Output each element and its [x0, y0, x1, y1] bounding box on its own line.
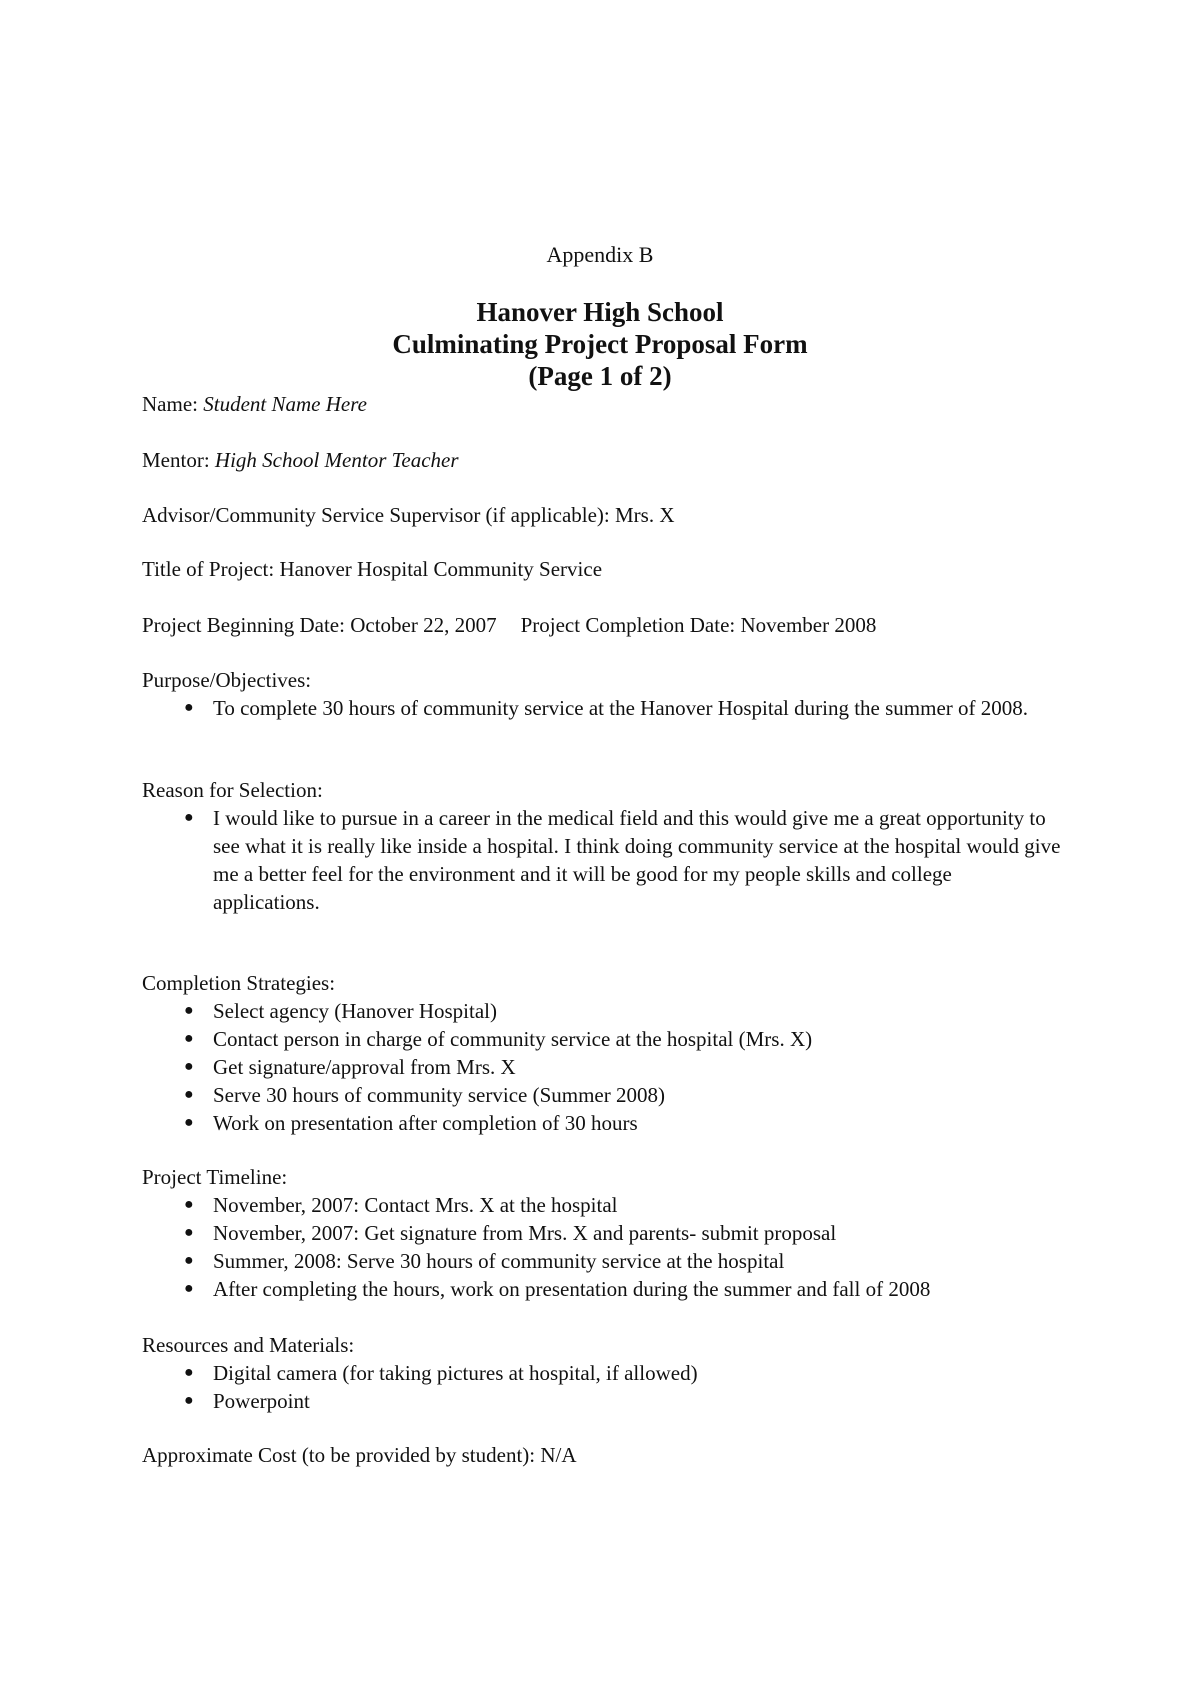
- advisor-label: Advisor/Community Service Supervisor (if applicable):: [142, 503, 615, 527]
- name-value: Student Name Here: [203, 392, 367, 416]
- list-item: ● Select agency (Hanover Hospital): [184, 999, 497, 1023]
- project-dates-field: [142, 611, 876, 639]
- purpose-heading: Purpose/Objectives:: [142, 668, 312, 692]
- cost-value: N/A: [540, 1443, 577, 1467]
- timeline-list: [142, 1191, 1062, 1303]
- list-item: ● November, 2007: Get signature from Mrs. X and parents- submit proposal: [184, 1221, 837, 1245]
- bullet-icon: ●: [184, 1002, 194, 1019]
- resources-heading: Resources and Materials:: [142, 1333, 355, 1357]
- completion-date-value: November 2008: [740, 613, 877, 637]
- list-item: ● Serve 30 hours of community service (Summer 2008): [184, 1083, 665, 1107]
- project-title-field: [142, 555, 602, 583]
- name-label: Name:: [142, 392, 204, 416]
- resources-list: [142, 1359, 1062, 1415]
- bullet-icon: ●: [184, 1086, 194, 1103]
- form-title: Culminating Project Proposal Form: [392, 329, 808, 359]
- list-item: ● I would like to pursue in a career in the medical field and this would give me a great opportunity to see what it is really like inside a hospital. I think doing community service at the hospital would give me a better feel for the environment and it will be good for my people skills and college applications.: [184, 806, 1061, 914]
- appendix-label: Appendix B: [546, 242, 654, 267]
- advisor-field: [142, 501, 675, 529]
- list-item: ● Get signature/approval from Mrs. X: [184, 1055, 516, 1079]
- mentor-field: [142, 446, 459, 474]
- bullet-icon: ●: [184, 1392, 194, 1409]
- reason-list: [142, 804, 1062, 916]
- form-title-block: [0, 296, 1200, 392]
- mentor-value: High School Mentor Teacher: [214, 448, 459, 472]
- begin-date-label: Project Beginning Date:: [142, 613, 351, 637]
- advisor-value: Mrs. X: [615, 503, 675, 527]
- purpose-list: [142, 694, 1062, 722]
- list-item: ● Contact person in charge of community service at the hospital (Mrs. X): [184, 1027, 813, 1051]
- bullet-icon: ●: [184, 1224, 194, 1241]
- timeline-heading: Project Timeline:: [142, 1165, 288, 1189]
- cost-label: Approximate Cost (to be provided by student):: [142, 1443, 541, 1467]
- bullet-icon: ●: [184, 1030, 194, 1047]
- list-item: ● Digital camera (for taking pictures at hospital, if allowed): [184, 1361, 698, 1385]
- bullet-icon: ●: [184, 1058, 194, 1075]
- bullet-icon: ●: [184, 1114, 194, 1131]
- list-item: ● November, 2007: Contact Mrs. X at the hospital: [184, 1193, 618, 1217]
- bullet-icon: ●: [184, 1196, 194, 1213]
- page-info: (Page 1 of 2): [528, 361, 672, 391]
- name-field: [142, 390, 367, 418]
- project-title-value: Hanover Hospital Community Service: [279, 557, 603, 581]
- list-item: ● To complete 30 hours of community service at the Hanover Hospital during the summer of 2008.: [184, 696, 1029, 720]
- bullet-icon: ●: [184, 1364, 194, 1381]
- begin-date-value: October 22, 2007: [350, 613, 497, 637]
- cost-field: [142, 1441, 577, 1469]
- project-title-label: Title of Project:: [142, 557, 280, 581]
- list-item: ● Work on presentation after completion of 30 hours: [184, 1111, 638, 1135]
- bullet-icon: ●: [184, 1280, 194, 1297]
- bullet-icon: ●: [184, 809, 194, 826]
- bullet-icon: ●: [184, 699, 194, 716]
- list-item: ● Powerpoint: [184, 1389, 310, 1413]
- mentor-label: Mentor:: [142, 448, 215, 472]
- reason-heading: Reason for Selection:: [142, 778, 323, 802]
- strategies-heading: Completion Strategies:: [142, 971, 336, 995]
- list-item: ● Summer, 2008: Serve 30 hours of community service at the hospital: [184, 1249, 785, 1273]
- school-name: Hanover High School: [476, 297, 724, 327]
- strategies-list: [142, 997, 1062, 1137]
- completion-date-label: Project Completion Date:: [520, 613, 741, 637]
- list-item: ● After completing the hours, work on presentation during the summer and fall of 2008: [184, 1277, 931, 1301]
- bullet-icon: ●: [184, 1252, 194, 1269]
